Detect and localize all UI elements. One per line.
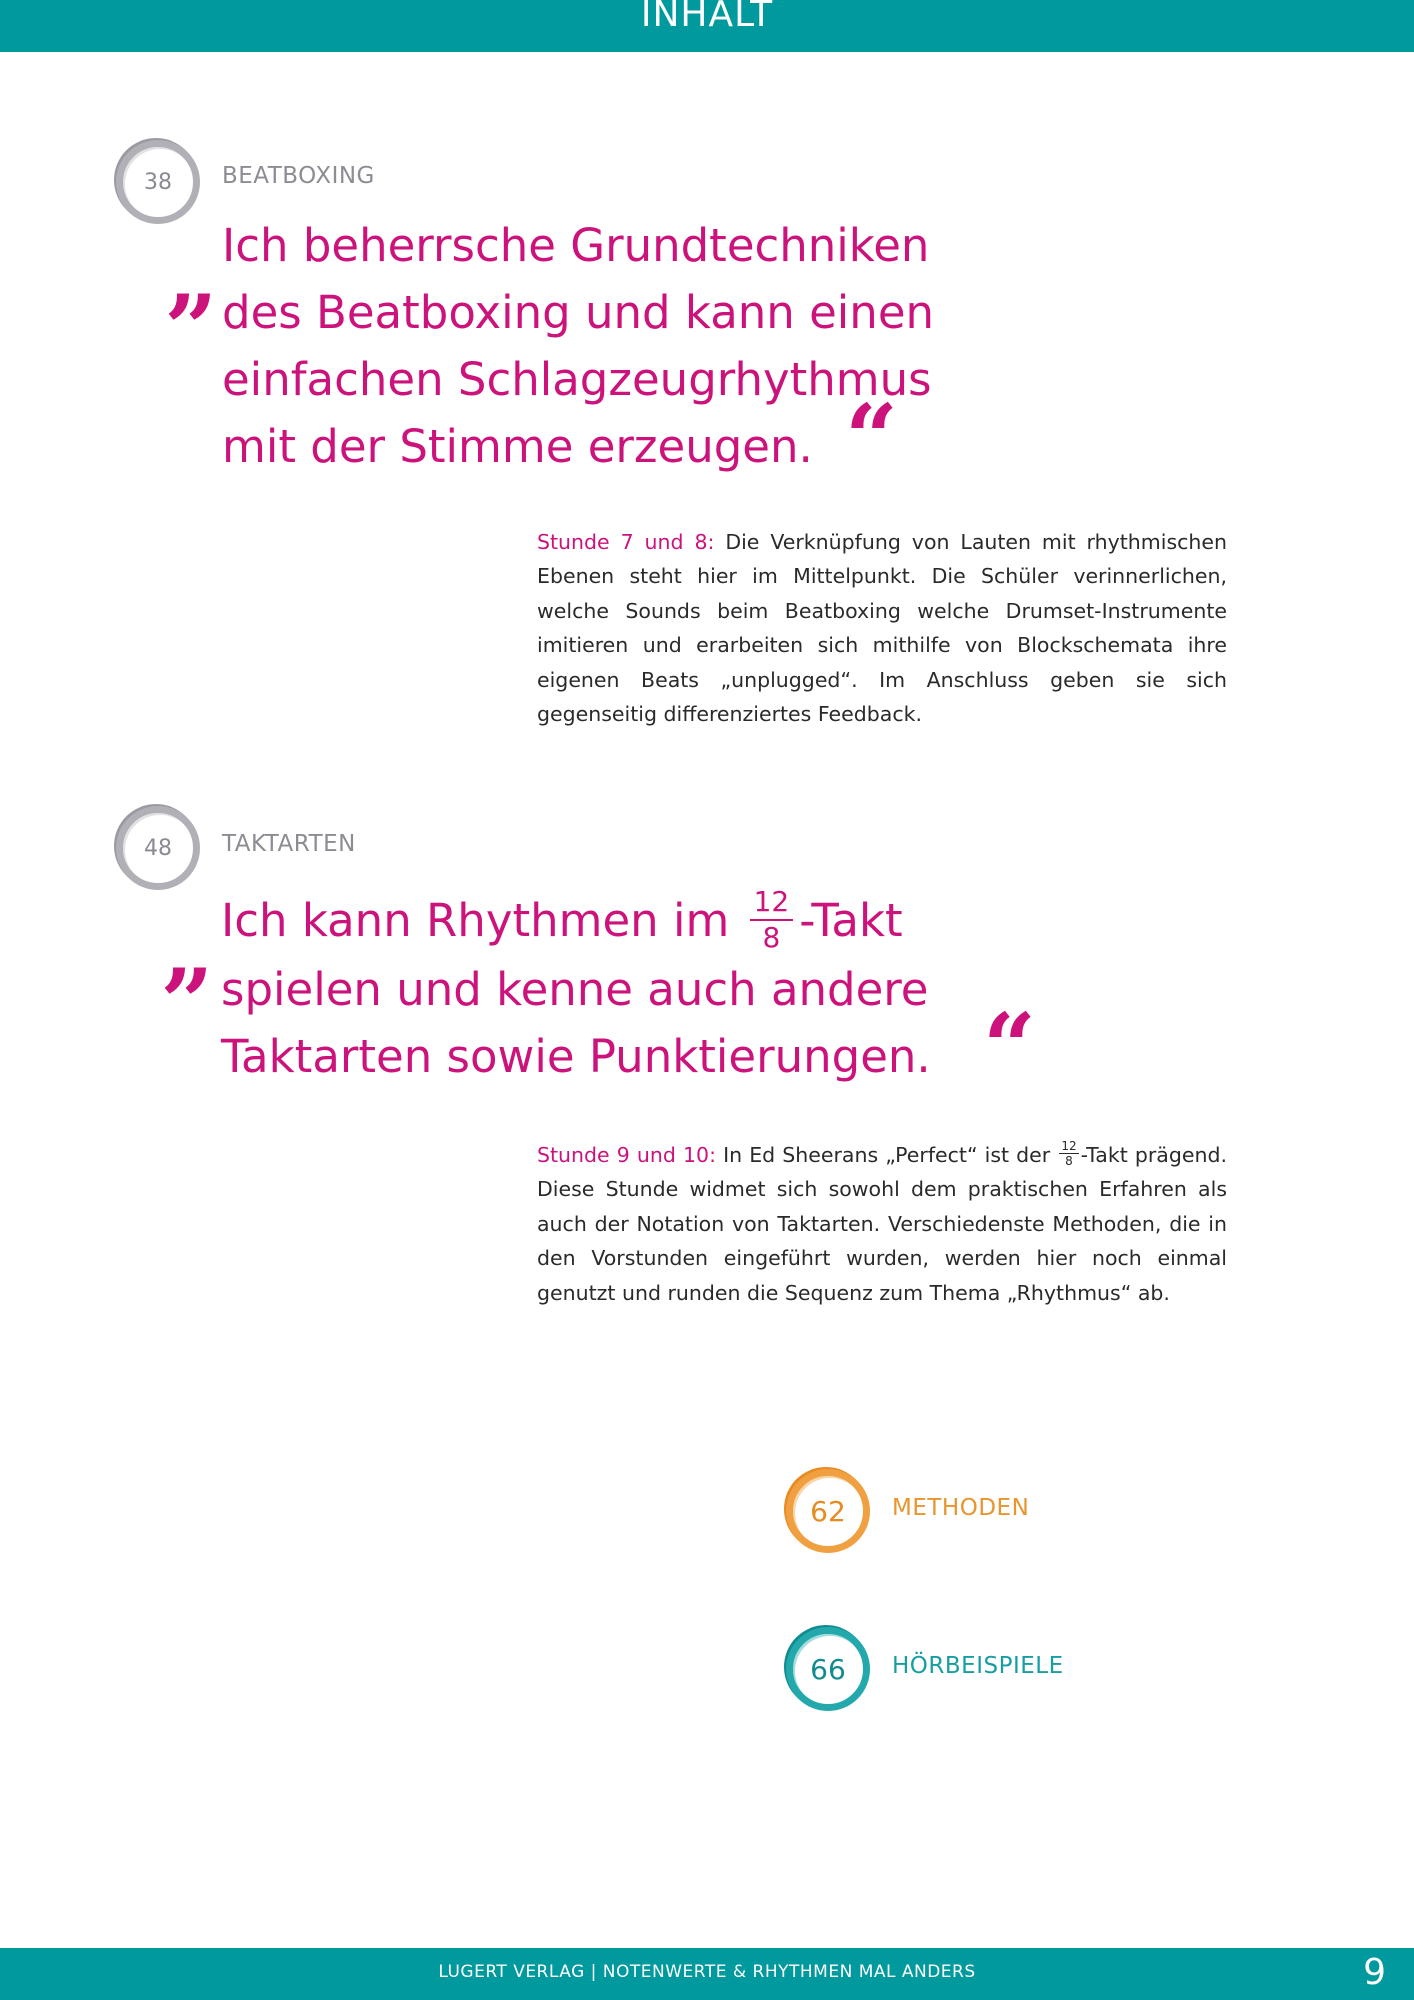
page-number-methoden: 62 (810, 1494, 846, 1528)
page-number-taktarten: 48 (144, 835, 172, 861)
page-number: 9 (1363, 1952, 1386, 1993)
quote-line: Taktarten sowie Punktierungen. (221, 1030, 931, 1083)
page-number-hoerbeispiele: 66 (810, 1652, 846, 1686)
page-badge-taktarten[interactable] (116, 806, 200, 890)
quote-line: des Beatboxing und kann einen (222, 286, 935, 339)
page-badge-hoerbeispiele[interactable] (786, 1627, 870, 1711)
fraction-12-8: $\frac{12}{8}$ (1061, 1138, 1077, 1168)
lesson-label: Stunde 9 und 10: (537, 1143, 716, 1167)
footer-bar (0, 1948, 1414, 2000)
quote-line: Ich beherrsche Grundtechniken (222, 219, 930, 272)
open-quote-mark: „ (166, 222, 219, 330)
section-label-methoden[interactable]: METHODEN (892, 1495, 1030, 1521)
lesson-label: Stunde 7 und 8: (537, 530, 715, 554)
close-quote-mark: “ (845, 384, 898, 492)
header-title: INHALT (640, 0, 774, 35)
description-taktarten (537, 1138, 1227, 1310)
quote-taktarten (221, 887, 931, 1090)
quote-line: mit der Stimme erzeugen. (222, 420, 813, 473)
footer-text: LUGERT VERLAG | NOTENWERTE & RHYTHMEN MAL ANDERS (438, 1962, 976, 1982)
open-quote-mark: „ (162, 896, 215, 1004)
section-label-taktarten[interactable]: TAKTARTEN (222, 831, 356, 857)
description-text: In Ed Sheerans „Perfect“ ist der (715, 1143, 1051, 1167)
quote-line: Ich kann Rhythmen im $\frac{12}{8}$ -Takt (221, 885, 903, 954)
description-text: Die Verknüpfung von Lauten mit rhythmischen Ebenen steht hier im Mittelpunkt. Die Schüler verinnerlichen, welche Sounds beim Beatboxing welche Drumset-Instrumente imitieren und erarbeiten sich mithilfe von Blockschemata ihre eigenen Beats „unplugged“. Im Anschluss geben sie sich gegenseitig differenziertes Feedback. (537, 530, 1227, 727)
quote-beatboxing (222, 212, 934, 480)
quote-line: spielen und kenne auch andere (221, 963, 929, 1016)
header-bar (0, 0, 1414, 52)
description-text: -Takt prägend. Diese Stunde widmet sich sowohl dem praktischen Erfahren als auch der Notation von Taktarten. Verschiedenste Methoden, die in den Vorstunden eingeführt wurden, werden hier noch einmal genutzt und runden die Sequenz zum Thema „Rhythmus“ ab. (537, 1143, 1227, 1305)
description-beatboxing (537, 525, 1227, 731)
fraction-12-8: $\frac{12}{8}$ (750, 888, 794, 952)
page-badge-methoden[interactable] (786, 1469, 870, 1553)
page-number-beatboxing: 38 (144, 169, 172, 195)
section-label-beatboxing[interactable]: BEATBOXING (222, 163, 375, 189)
close-quote-mark: “ (983, 993, 1036, 1101)
section-label-hoerbeispiele[interactable]: HÖRBEISPIELE (892, 1653, 1064, 1679)
page-badge-beatboxing[interactable] (116, 140, 200, 224)
quote-line: einfachen Schlagzeugrhythmus (222, 353, 932, 406)
